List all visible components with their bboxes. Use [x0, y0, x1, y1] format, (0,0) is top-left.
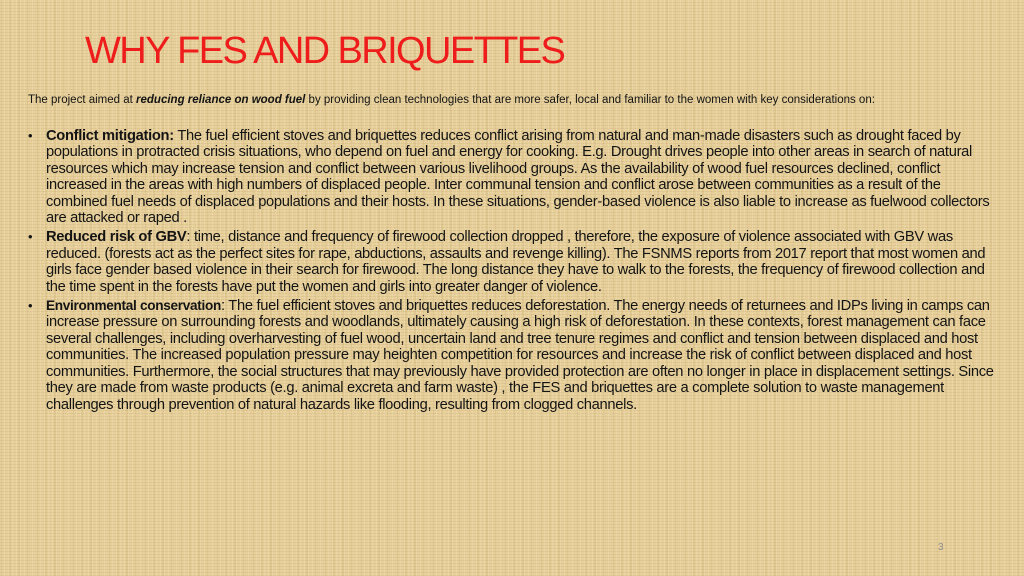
bullet-text: The fuel efficient stoves and briquettes reduces conflict arising from natural and man-made disasters such as drought faced by populations in protracted crisis situations, who depend on fuel and energy for cooking. E.g. Drought drives people into other areas in search of natural resources which may increase tension and conflict between various livelihood groups. As the availability of wood fuel resources declined, conflict increased in the areas with high numbers of displaced people. Inter communal tension and conflict arose between communities as a result of the combined fuel needs of displaced populations and their hosts. In these situations, gender-based violence is also liable to increase as fuelwood collectors are attacked or raped . — [46, 128, 990, 227]
slide-number: 3 — [938, 542, 944, 553]
bullet-heading: Conflict mitigation: — [46, 128, 174, 144]
bullet-dot-icon: • — [28, 298, 33, 314]
intro-text-before: The project aimed at — [28, 94, 137, 106]
bullet-text: : time, distance and frequency of firewood collection dropped , therefore, the exposure of violence associated with GBV was reduced. (forests act as the perfect sites for rape, abductions, assaults and revenge killing). The FSNMS reports from 2017 report that most women and girls face gender based violence in their search for firewood. The long distance they have to walk to the forests, the frequency of firewood collection and the time spent in the forests have put the women and girls into greater danger of violence. — [46, 229, 986, 295]
bullet-dot-icon: • — [28, 128, 33, 143]
bullet-heading: Environmental conservation — [46, 298, 222, 314]
intro-paragraph — [28, 94, 928, 107]
intro-text-after: by providing clean technologies that are more safer, local and familiar to the women with key considerations on: — [305, 94, 875, 106]
bullet-dot-icon: • — [28, 229, 33, 245]
bullet-conflict-mitigation — [26, 128, 1004, 226]
bullet-reduced-risk-gbv — [26, 229, 1004, 295]
intro-emphasis: reducing reliance on wood fuel — [136, 94, 306, 106]
bullet-list — [26, 128, 1004, 416]
slide-title: WHY FES AND BRIQUETTES — [85, 30, 565, 72]
bullet-environmental-conservation — [26, 298, 1004, 413]
bullet-heading: Reduced risk of GBV — [46, 229, 187, 246]
bullet-text: : The fuel efficient stoves and briquettes reduces deforestation. The energy needs of returnees and IDPs living in camps can increase pressure on surrounding forests and woodlands, ultimately causing a high risk of deforestation. In these contexts, forest management can face several challenges, including overharvesting of fuel wood, uncertain land and tree tenure regimes and conflict and tension between displaced and host communities. The increased population pressure may heighten competition for resources and increase the risk of conflict between displaced and host communities. Furthermore, the social structures that may previously have provided protection are often no longer in place in displacement settings. Since they are made from waste products (e.g. animal excreta and farm waste) , the FES and briquettes are a complete solution to waste management challenges through prevention of natural hazards like flooding, resulting from clogged channels. — [46, 298, 994, 413]
